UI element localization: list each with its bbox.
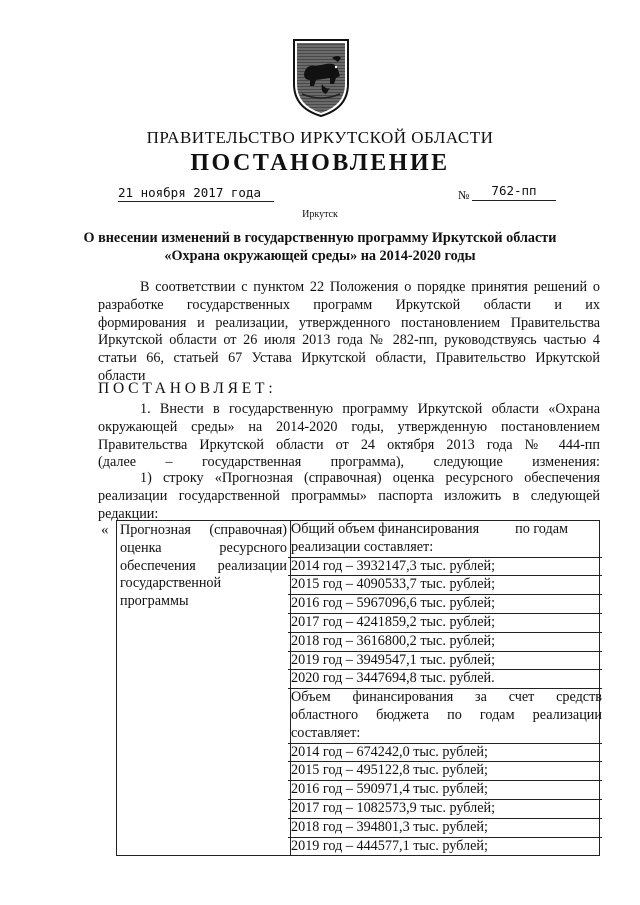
total-head-2: реализации составляет:: [291, 538, 434, 555]
row-label-cell: [117, 521, 291, 856]
text-line: программы: [120, 593, 189, 610]
preamble-paragraph: [98, 279, 600, 386]
financing-table: [116, 520, 600, 856]
list-item: 2018 год – 3616800,2 тыс. рублей;: [288, 633, 602, 652]
total-head-b: по годам: [515, 521, 568, 537]
text-line: (далее – государственная программа), следующие изменения:: [98, 454, 600, 471]
text-line: разработке государственных программ Иркутской области и их: [98, 296, 600, 313]
text-line: формирования и реализации, утвержденного постановлением Правительства: [98, 314, 600, 331]
government-name: ПРАВИТЕЛЬСТВО ИРКУТСКОЙ ОБЛАСТИ: [146, 128, 494, 147]
financing-values-cell: [291, 521, 600, 856]
irkutsk-coat-of-arms-icon: [292, 38, 350, 118]
table-line: [288, 521, 602, 558]
text-line: государственной: [120, 575, 222, 592]
list-item: 2017 год – 1082573,9 тыс. рублей;: [288, 800, 602, 819]
text-line: В соответствии с пунктом 22 Положения о порядке принятия решений о: [140, 279, 600, 295]
text-line: Иркутской области от 26 июля 2013 года № 282-пп, руководствуясь частью 4: [98, 332, 600, 349]
list-item: 2015 год – 495122,8 тыс. рублей;: [288, 762, 602, 781]
text-line: оценка ресурсного: [120, 539, 287, 556]
total-head-a: Общий объем финансирования: [291, 521, 480, 537]
document-number: 762-пп: [472, 183, 556, 201]
city-name: Иркутск: [302, 209, 338, 220]
text-line: Прогнозная (справочная): [120, 522, 287, 538]
opening-quote: «: [101, 522, 109, 538]
text-line: области: [98, 367, 146, 384]
text-line: Правительства Иркутской области от 24 октября 2013 года № 444-пп: [98, 436, 600, 453]
list-item: 2019 год – 444577,1 тыс. рублей;: [291, 837, 488, 854]
document-date: 21 ноября 2017 года: [118, 185, 274, 202]
number-sign: №: [458, 188, 470, 202]
text-line: реализации государственной программы» паспорта изложить в следующей: [98, 487, 600, 504]
text-line: 1. Внести в государственную программу Иркутской области «Охрана: [140, 401, 600, 417]
document-title: [40, 229, 600, 265]
document-type: ПОСТАНОВЛЕНИЕ: [190, 150, 450, 176]
item-1-1-paragraph: [98, 470, 600, 523]
list-item: 2019 год – 3949547,1 тыс. рублей;: [288, 652, 602, 671]
table-line: [288, 689, 602, 743]
text-line: обеспечения реализации: [120, 557, 287, 574]
text-line: редакции:: [98, 505, 159, 522]
text-line: окружающей среды» на 2014-2020 годы, утвержденную постановлением: [98, 418, 600, 435]
list-item: 2014 год – 674242,0 тыс. рублей;: [288, 744, 602, 763]
text-line: Объем финансирования за счет средств: [291, 689, 602, 706]
text-line: составляет:: [291, 724, 361, 741]
text-line: областного бюджета по годам реализации: [291, 706, 602, 723]
list-item: 2018 год – 394801,3 тыс. рублей;: [288, 819, 602, 838]
title-line: «Охрана окружающей среды» на 2014-2020 годы: [164, 248, 476, 264]
item-1-paragraph: [98, 401, 600, 472]
list-item: 2017 год – 4241859,2 тыс. рублей;: [288, 614, 602, 633]
list-item: 2016 год – 590971,4 тыс. рублей;: [288, 781, 602, 800]
text-line: статьи 66, статьей 67 Устава Иркутской области, Правительство Иркутской: [98, 350, 600, 367]
list-item: 2020 год – 3447694,8 тыс. рублей.: [288, 670, 602, 689]
list-item: 2016 год – 5967096,6 тыс. рублей;: [288, 595, 602, 614]
table-row: [117, 521, 600, 856]
list-item: 2014 год – 3932147,3 тыс. рублей;: [288, 558, 602, 577]
list-item: 2015 год – 4090533,7 тыс. рублей;: [288, 576, 602, 595]
title-line: О внесении изменений в государственную программу Иркутской области: [83, 230, 557, 246]
decree-word: ПОСТАНОВЛЯЕТ:: [98, 380, 277, 397]
text-line: 1) строку «Прогнозная (справочная) оценка ресурсного обеспечения: [140, 470, 600, 486]
